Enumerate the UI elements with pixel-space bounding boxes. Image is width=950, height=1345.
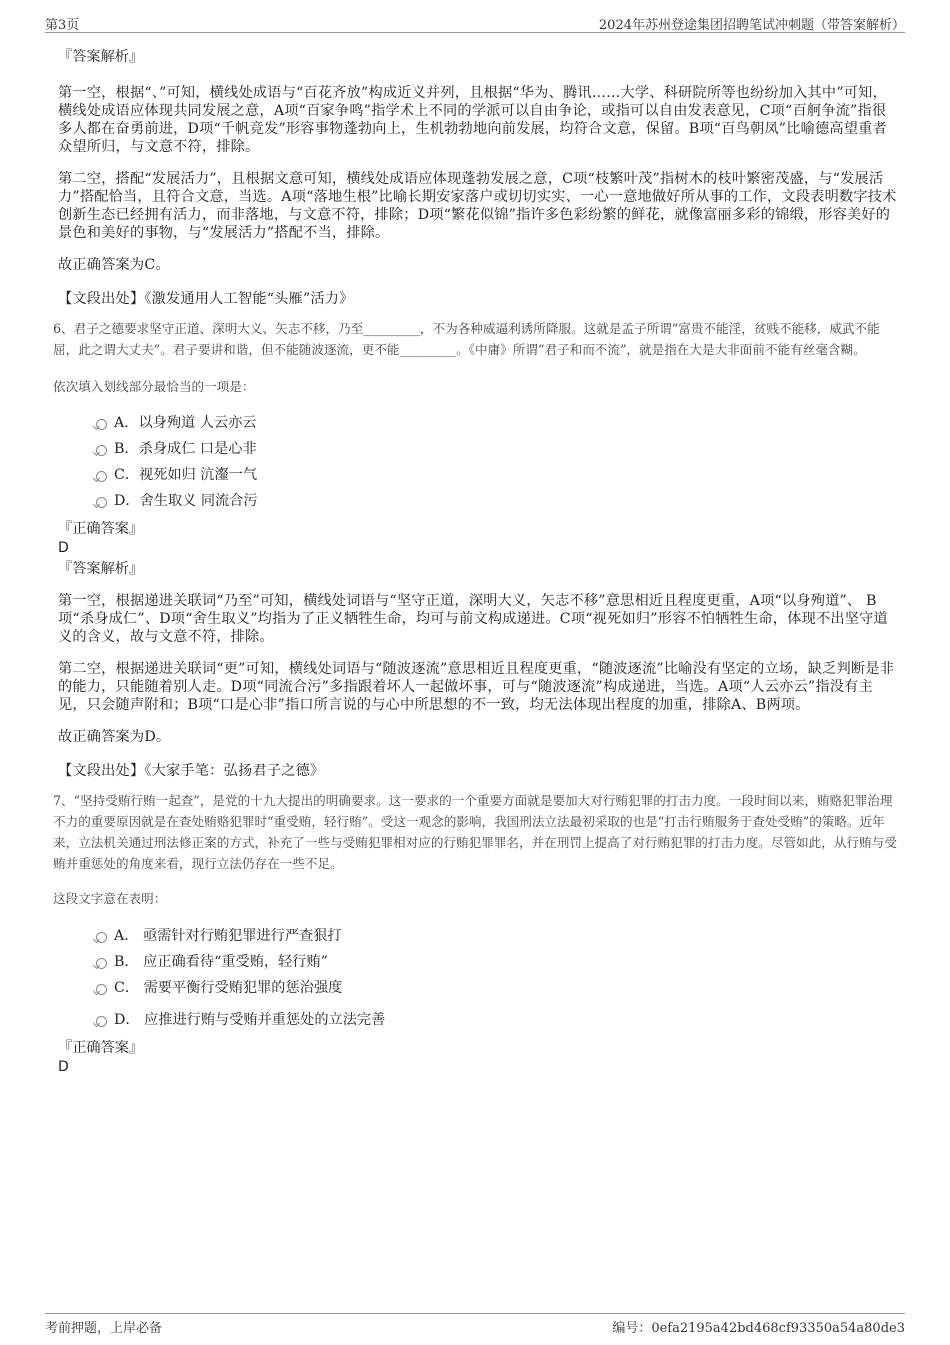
q6-correct-label: 『正确答案』 — [58, 521, 144, 537]
option-letter: A． — [114, 415, 139, 431]
q6-options — [58, 410, 898, 514]
q6-stem: 6、君子之德要求坚守正道、深明大义、矢志不移，乃至_________，不为各种威逼利诱所降服。这就是孟子所谓“富贵不能淫，贫贱不能移，威武不能屈，此之谓大丈夫”。君子要讲和谐，但不能随波逐流，更不能_________。《中庸》所谓“君子和而不流”，就是指在大是大非面前不能有丝毫含糊。 — [53, 321, 880, 357]
q5-source: 【文段出处】《激发通用人工智能“头雁”活力》 — [58, 291, 354, 307]
q7-option-d[interactable] — [58, 1007, 898, 1033]
option-text: 舍生取义 同流合污 — [139, 493, 258, 509]
document-title: 2024年苏州登途集团招聘笔试冲刺题（带答案解析） — [598, 18, 905, 33]
option-text: 应正确看待“重受贿，轻行贿” — [143, 954, 328, 970]
radio-icon[interactable] — [96, 471, 107, 482]
q7-correct-label: 『正确答案』 — [58, 1040, 144, 1056]
radio-icon[interactable] — [96, 932, 107, 943]
q5-analysis-label: 『答案解析』 — [58, 49, 144, 65]
q6-source: 【文段出处】《大家手笔：弘扬君子之德》 — [58, 763, 325, 779]
q7-stem: 7、“坚持受贿行贿一起查”，是党的十九大提出的明确要求。这一要求的一个重要方面就是要加大对行贿犯罪的打击力度。一段时间以来，贿赂犯罪治理不力的重要原因就是在查处贿赂犯罪时“重受贿，轻行贿”。受这一观念的影响，我国刑法立法最初采取的也是“打击行贿服务于查处受贿”的策略。近年来，立法机关通过刑法修正案的方式，补充了一些与受贿犯罪相对应的行贿犯罪罪名，并在刑罚上提高了对行贿犯罪的打击力度。尽管如此，从行贿与受贿并重惩处的角度来看，现行立法仍存在一些不足。 — [53, 793, 897, 871]
radio-icon[interactable] — [96, 958, 107, 969]
q6-option-d[interactable] — [58, 488, 898, 514]
q7-options — [58, 923, 898, 1033]
page-number: 第3页 — [45, 18, 80, 33]
option-letter: D． — [114, 493, 140, 509]
q6-option-a[interactable] — [58, 410, 898, 436]
q7-option-a[interactable] — [58, 923, 898, 949]
radio-icon[interactable] — [96, 497, 107, 508]
q6-prompt: 依次填入划线部分最恰当的一项是： — [53, 379, 255, 394]
q5-analysis-para1: 第一空，根据“、”可知，横线处成语与“百花齐放”构成近义并列，且根据“华为、腾讯……大学、科研院所等也纷纷加入其中”可知，横线处成语应体现共同发展之意，A项“百家争鸣”指学术上不同的学派可以自由争论，或指可以自由发表意见，C项“百舸争流”指很多人都在奋勇前进，D项“千帆竞发”形容事物蓬勃向上，生机勃勃地向前发展，均符合文意，保留。B项“百鸟朝凤”比喻德高望重者众望所归，与文意不符，排除。 — [58, 85, 887, 155]
q6-option-b[interactable] — [58, 436, 898, 462]
option-text: 亟需针对行贿犯罪进行严查狠打 — [142, 928, 342, 944]
option-text: 杀身成仁 口是心非 — [138, 441, 257, 457]
q6-correct-answer: D — [58, 540, 69, 556]
q7-prompt: 这段文字意在表明： — [53, 891, 167, 906]
q6-option-c[interactable] — [58, 462, 898, 488]
q7-correct-answer: D — [58, 1059, 69, 1075]
footer-serial: 编号：0efa2195a42bd468cf93350a54a80de3 — [612, 1321, 905, 1336]
option-letter: D． — [114, 1012, 140, 1028]
option-letter: B． — [114, 441, 139, 457]
q7-option-b[interactable] — [58, 949, 898, 975]
page-header — [45, 12, 905, 33]
footer-slogan: 考前押题，上岸必备 — [45, 1321, 163, 1336]
option-text: 视死如归 沆瀣一气 — [139, 467, 258, 483]
option-letter: A． — [114, 928, 139, 944]
option-text: 以身殉道 人云亦云 — [138, 415, 257, 431]
q6-conclusion: 故正确答案为D。 — [58, 729, 171, 745]
radio-icon[interactable] — [96, 984, 107, 995]
option-text: 应推进行贿与受贿并重惩处的立法完善 — [144, 1012, 386, 1028]
q7-option-c[interactable] — [58, 975, 898, 1001]
option-letter: C． — [114, 467, 140, 483]
q6-analysis-para1: 第一空，根据递进关联词“乃至”可知，横线处词语与“坚守正道，深明大义，矢志不移”意思相近且程度更重，A项“以身殉道”、 B项“杀身成仁”、D项“舍生取义”均指为了正义牺牲生命，均可与前文构成递进。C项“视死如归”形容不怕牺牲生命，体现不出坚守道义的含义，故与文意不符，排除。 — [58, 593, 888, 645]
radio-icon[interactable] — [96, 445, 107, 456]
radio-icon[interactable] — [96, 419, 107, 430]
q6-analysis-label: 『答案解析』 — [58, 561, 144, 577]
option-letter: B． — [114, 954, 139, 970]
q5-analysis-para2: 第二空，搭配“发展活力”，且根据文意可知，横线处成语应体现蓬勃发展之意，C项“枝繁叶茂”指树木的枝叶繁密茂盛，与“发展活力”搭配恰当，且符合文意，当选。A项“落地生根”比喻长期安家落户或切切实实、一心一意地做好所从事的工作，文段表明数字技术创新生态已经拥有活力，而非落地，与文意不符，排除；D项“繁花似锦”指许多色彩纷繁的鲜花，就像富丽多彩的锦缎，形容美好的景色和美好的事物，与“发展活力”搭配不当，排除。 — [58, 171, 897, 241]
q5-conclusion: 故正确答案为C。 — [58, 257, 170, 273]
page-footer — [45, 1313, 905, 1334]
option-letter: C． — [114, 980, 140, 996]
page-content — [53, 45, 898, 1076]
option-text: 需要平衡行受贿犯罪的惩治强度 — [143, 980, 343, 996]
radio-icon[interactable] — [96, 1016, 107, 1027]
q6-analysis-para2: 第二空，根据递进关联词“更”可知，横线处词语与“随波逐流”意思相近且程度更重，“随波逐流”比喻没有坚定的立场，缺乏判断是非的能力，只能随着别人走。D项“同流合污”多指跟着坏人一起做坏事，可与“随波逐流”构成递进，当选。A项“人云亦云”指没有主见，只会随声附和；B项“口是心非”指口所言说的与心中所思想的不一致，均无法体现出程度的加重，排除A、B两项。 — [58, 661, 895, 713]
